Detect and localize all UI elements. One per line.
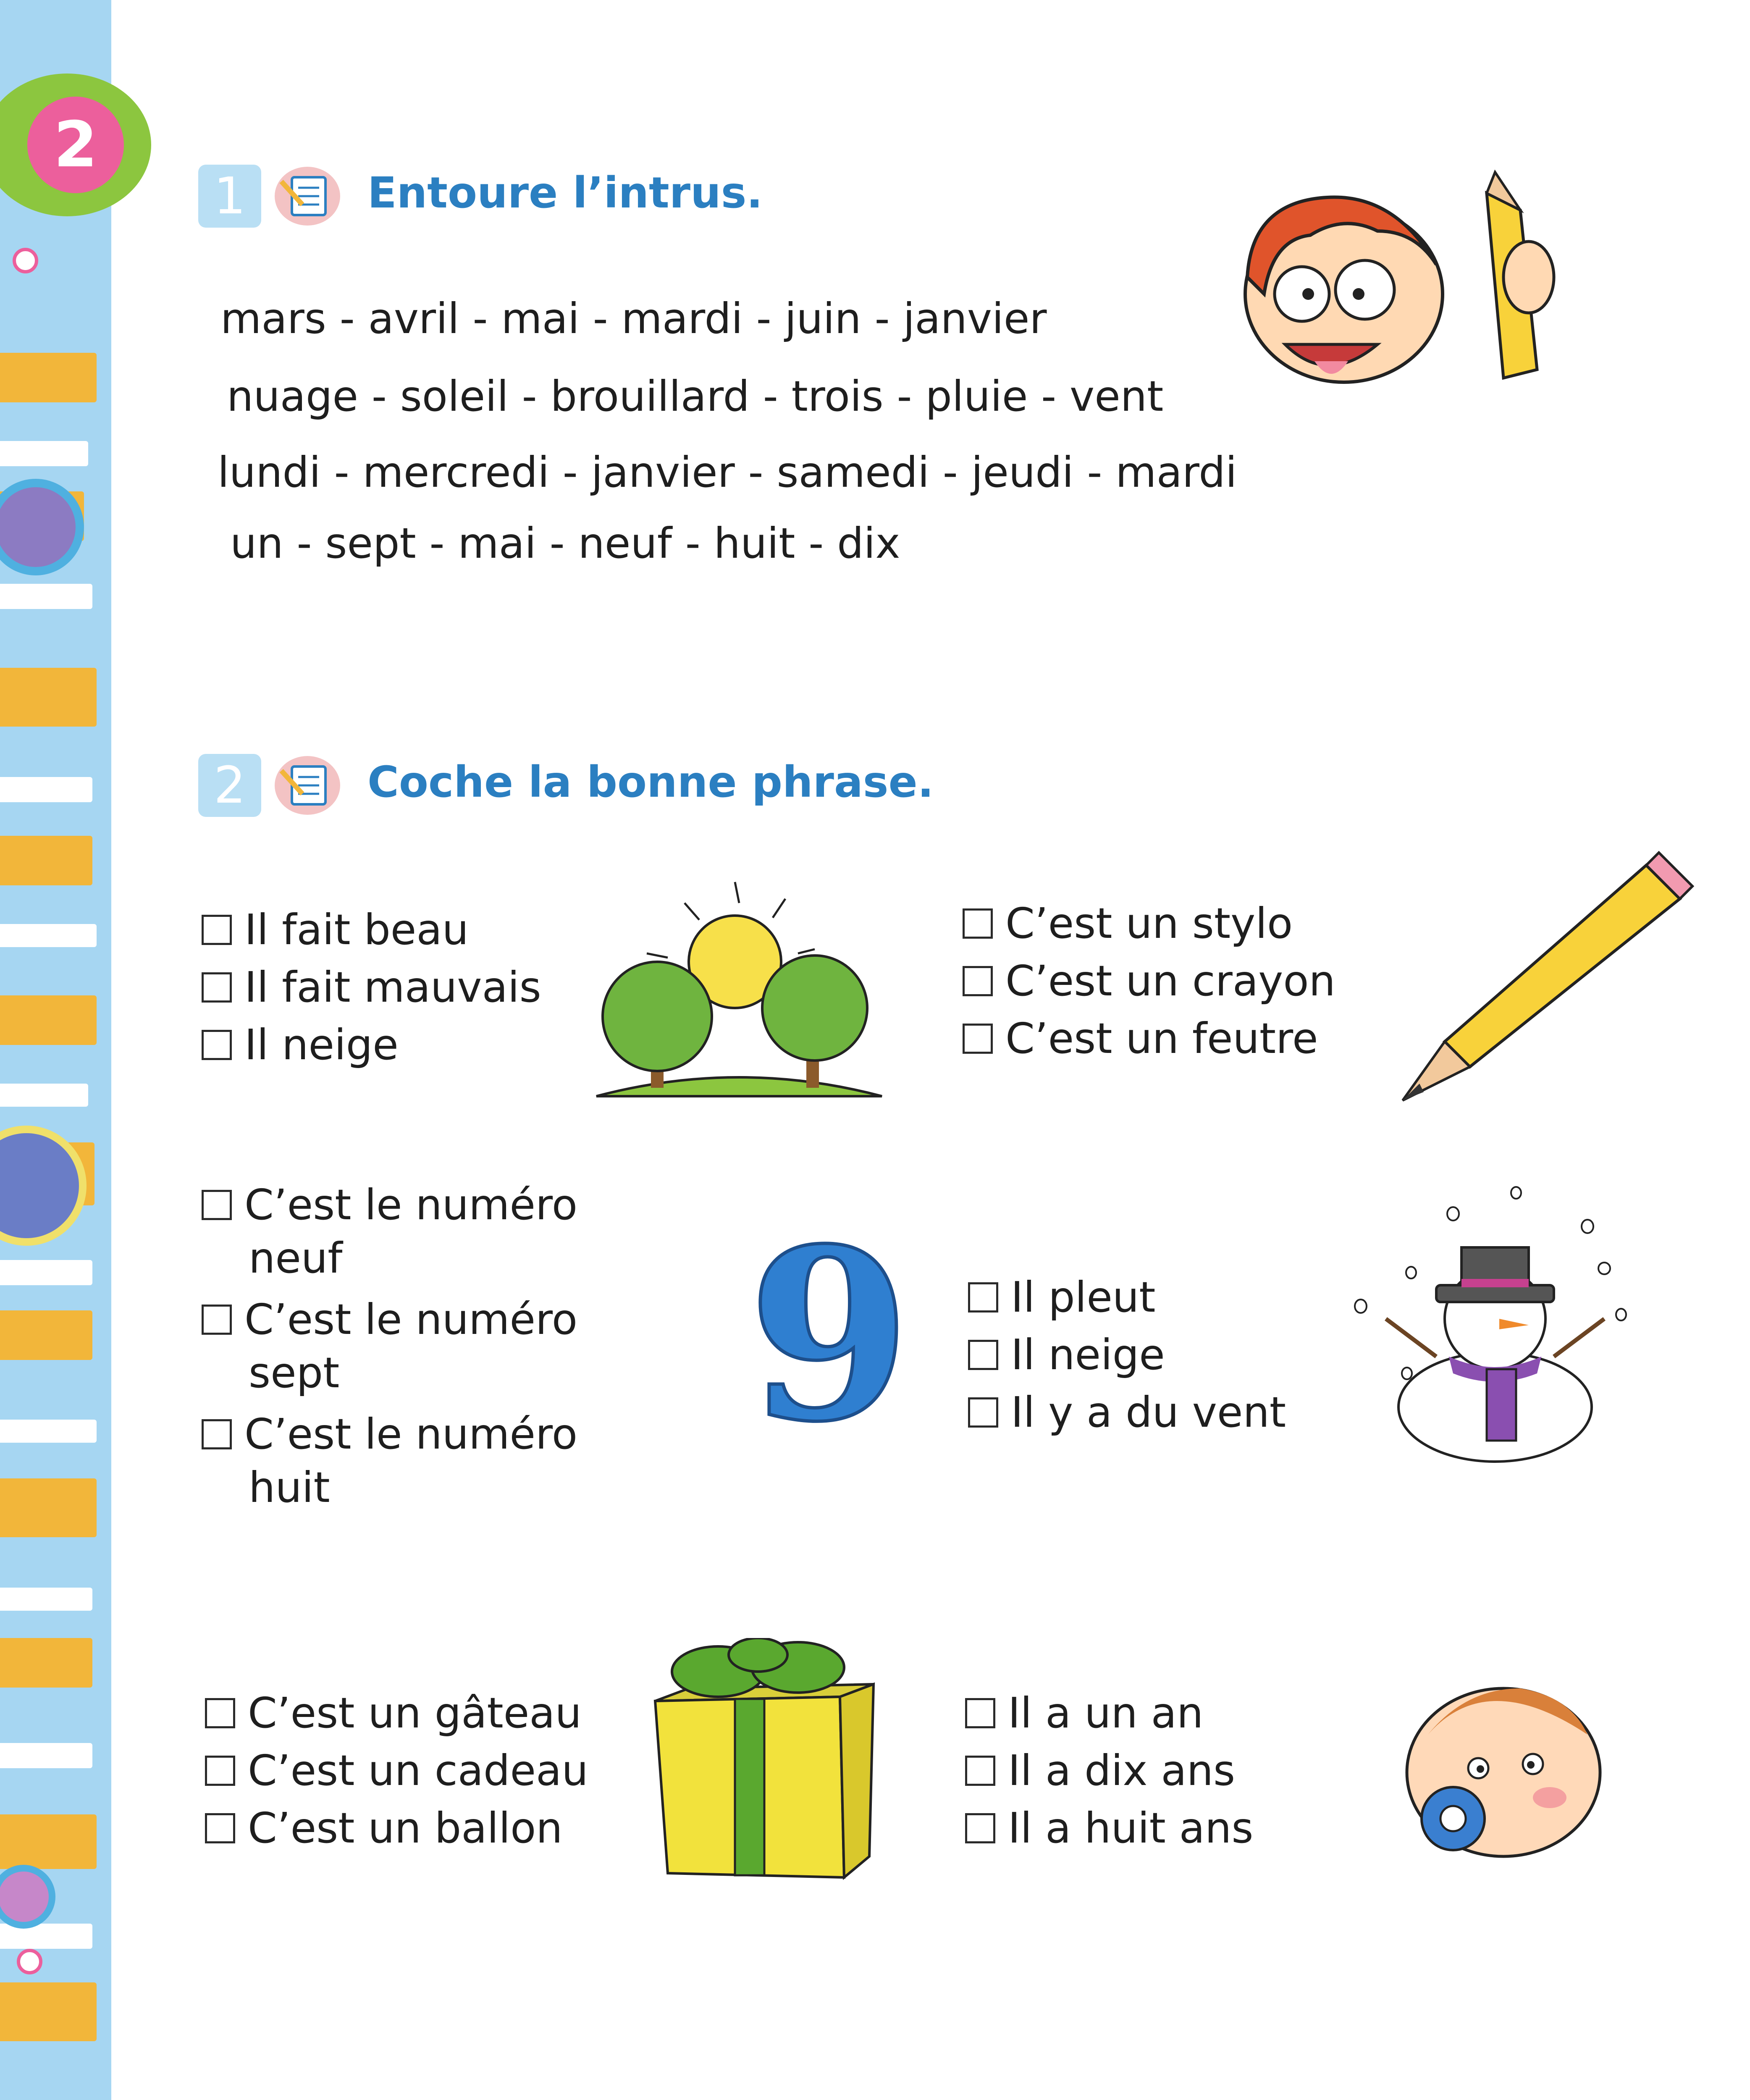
boy-with-pencil-illustration bbox=[1218, 168, 1575, 403]
big-digit-nine: 9 bbox=[748, 1197, 911, 1474]
unit-badge bbox=[0, 74, 151, 216]
checkbox[interactable] bbox=[968, 1397, 998, 1428]
exercise-2-title: Coche la bonne phrase. bbox=[367, 757, 934, 807]
unit-number: 2 bbox=[27, 97, 124, 193]
checkbox[interactable] bbox=[202, 972, 232, 1003]
age-options bbox=[965, 1684, 1253, 1857]
checkbox[interactable] bbox=[968, 1282, 998, 1312]
checkbox[interactable] bbox=[202, 1190, 232, 1220]
baby-face-illustration bbox=[1394, 1672, 1613, 1865]
option-weather-2[interactable]: Il fait mauvais bbox=[202, 958, 541, 1016]
checkbox[interactable] bbox=[963, 908, 993, 939]
checkbox[interactable] bbox=[202, 1305, 232, 1335]
option-object-3[interactable]: C’est un feutre bbox=[963, 1010, 1335, 1067]
intruder-row-4[interactable]: un - sept - mai - neuf - huit - dix bbox=[230, 519, 900, 568]
gift-box-illustration bbox=[647, 1638, 882, 1882]
object-options bbox=[963, 895, 1335, 1067]
option-age-2[interactable]: Il a dix ans bbox=[965, 1742, 1253, 1799]
weather-options bbox=[202, 901, 541, 1074]
checkbox[interactable] bbox=[205, 1813, 235, 1843]
pencil-illustration bbox=[1394, 848, 1697, 1109]
option-object-2[interactable]: C’est un crayon bbox=[963, 952, 1335, 1010]
option-number-3[interactable]: C’est le numéro huit bbox=[202, 1405, 577, 1520]
checkbox[interactable] bbox=[963, 966, 993, 996]
option-age-1[interactable]: Il a un an bbox=[965, 1684, 1253, 1742]
gift-options bbox=[205, 1684, 588, 1857]
exercise-1-number: 1 bbox=[198, 165, 261, 228]
option-gift-3[interactable]: C’est un ballon bbox=[205, 1799, 588, 1857]
checkbox[interactable] bbox=[202, 915, 232, 945]
pencil-paper-icon bbox=[273, 165, 342, 228]
option-weather-3[interactable]: Il neige bbox=[202, 1016, 541, 1074]
intruder-row-3[interactable]: lundi - mercredi - janvier - samedi - jeudi - mardi bbox=[218, 448, 1237, 497]
option-snow-1[interactable]: Il pleut bbox=[968, 1268, 1286, 1326]
option-number-2[interactable]: C’est le numéro sept bbox=[202, 1291, 577, 1405]
exercise-1-title: Entoure l’intrus. bbox=[367, 168, 763, 218]
intruder-row-1[interactable]: mars - avril - mai - mardi - juin - janvier bbox=[220, 294, 1047, 343]
checkbox[interactable] bbox=[965, 1756, 995, 1786]
checkbox[interactable] bbox=[205, 1698, 235, 1728]
checkbox[interactable] bbox=[202, 1030, 232, 1060]
option-number-1[interactable]: C’est le numéro neuf bbox=[202, 1176, 577, 1291]
checkbox[interactable] bbox=[205, 1756, 235, 1786]
checkbox[interactable] bbox=[965, 1813, 995, 1843]
snowman-illustration bbox=[1352, 1180, 1646, 1466]
checkbox[interactable] bbox=[963, 1024, 993, 1054]
option-object-1[interactable]: C’est un stylo bbox=[963, 895, 1335, 952]
checkbox[interactable] bbox=[202, 1419, 232, 1449]
option-gift-2[interactable]: C’est un cadeau bbox=[205, 1742, 588, 1799]
option-snow-2[interactable]: Il neige bbox=[968, 1326, 1286, 1383]
pencil-paper-icon bbox=[273, 754, 342, 817]
number-options bbox=[202, 1176, 577, 1520]
checkbox[interactable] bbox=[968, 1340, 998, 1370]
intruder-row-2[interactable]: nuage - soleil - brouillard - trois - pluie - vent bbox=[227, 372, 1164, 421]
snow-options bbox=[968, 1268, 1286, 1441]
exercise-2-number: 2 bbox=[198, 754, 261, 817]
option-age-3[interactable]: Il a huit ans bbox=[965, 1799, 1253, 1857]
sunny-park-illustration bbox=[588, 878, 890, 1105]
option-snow-3[interactable]: Il y a du vent bbox=[968, 1383, 1286, 1441]
checkbox[interactable] bbox=[965, 1698, 995, 1728]
side-decoration-band bbox=[0, 0, 111, 2100]
option-weather-1[interactable]: Il fait beau bbox=[202, 901, 541, 958]
option-gift-1[interactable]: C’est un gâteau bbox=[205, 1684, 588, 1742]
